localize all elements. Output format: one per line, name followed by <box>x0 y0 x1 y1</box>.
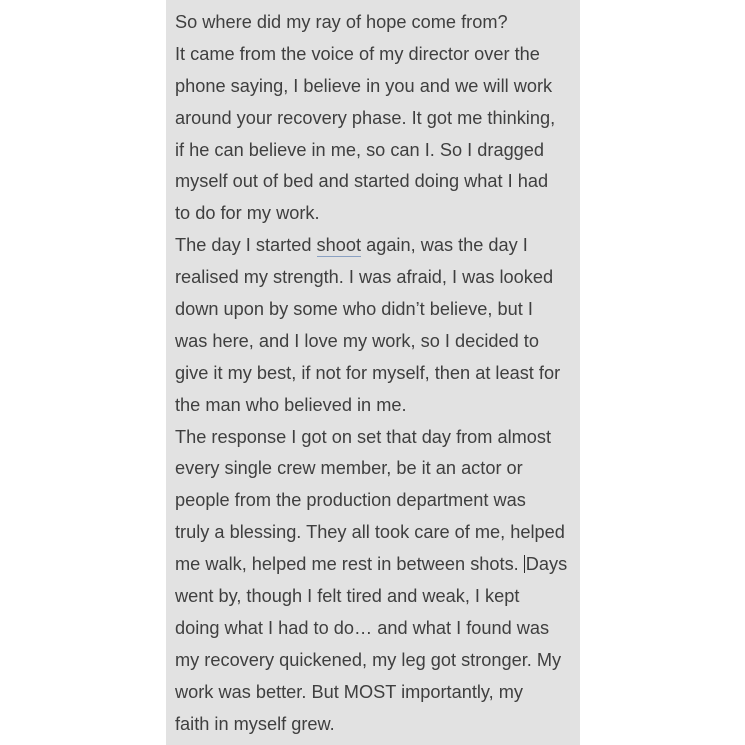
text-segment: D <box>525 554 539 575</box>
spellcheck-underlined-word[interactable]: shoot <box>316 235 362 256</box>
text-line: The response I got on set that day from almost <box>175 426 552 447</box>
text-editor-area[interactable] <box>166 0 580 745</box>
text-line <box>175 549 574 581</box>
text-line: down upon by some who didn’t believe, but I <box>175 299 533 320</box>
text-line: phone saying, I believe in you and we will work <box>175 75 553 96</box>
text-line: the man who believed in me. <box>175 394 407 415</box>
text-line: faith in myself grew. <box>175 713 335 734</box>
text-segment: again, was the day I <box>361 235 528 256</box>
text-line: to do for my work. <box>175 203 320 224</box>
text-line: realised my strength. I was afraid, I was looked <box>175 267 554 288</box>
text-segment: me walk, helped me rest in between shots. <box>175 554 524 575</box>
text-line: truly a blessing. They all took care of me, helped <box>175 522 565 543</box>
text-line: myself out of bed and started doing what I had <box>175 171 549 192</box>
text-line: every single crew member, be it an actor or <box>175 458 523 479</box>
text-line: around your recovery phase. It got me thinking, <box>175 107 556 128</box>
text-cursor <box>524 555 525 573</box>
text-line: work was better. But MOST importantly, my <box>175 681 524 702</box>
text-line: if he can believe in me, so can I. So I dragged <box>175 139 545 160</box>
text-line: give it my best, if not for myself, then at least for <box>175 362 561 383</box>
text-line: people from the production department was <box>175 490 526 511</box>
text-line: So where did my ray of hope come from? <box>175 12 508 32</box>
text-line: doing what I had to do… and what I found was <box>175 617 550 638</box>
text-line: my recovery quickened, my leg got stronger. My <box>175 649 562 670</box>
text-segment: ays <box>538 554 568 575</box>
text-line <box>175 230 574 262</box>
text-line: went by, though I felt tired and weak, I kept <box>175 586 520 607</box>
text-line: was here, and I love my work, so I decided to <box>175 330 539 351</box>
text-segment: The day I started <box>175 235 317 256</box>
text-line: It came from the voice of my director over the <box>175 43 540 64</box>
